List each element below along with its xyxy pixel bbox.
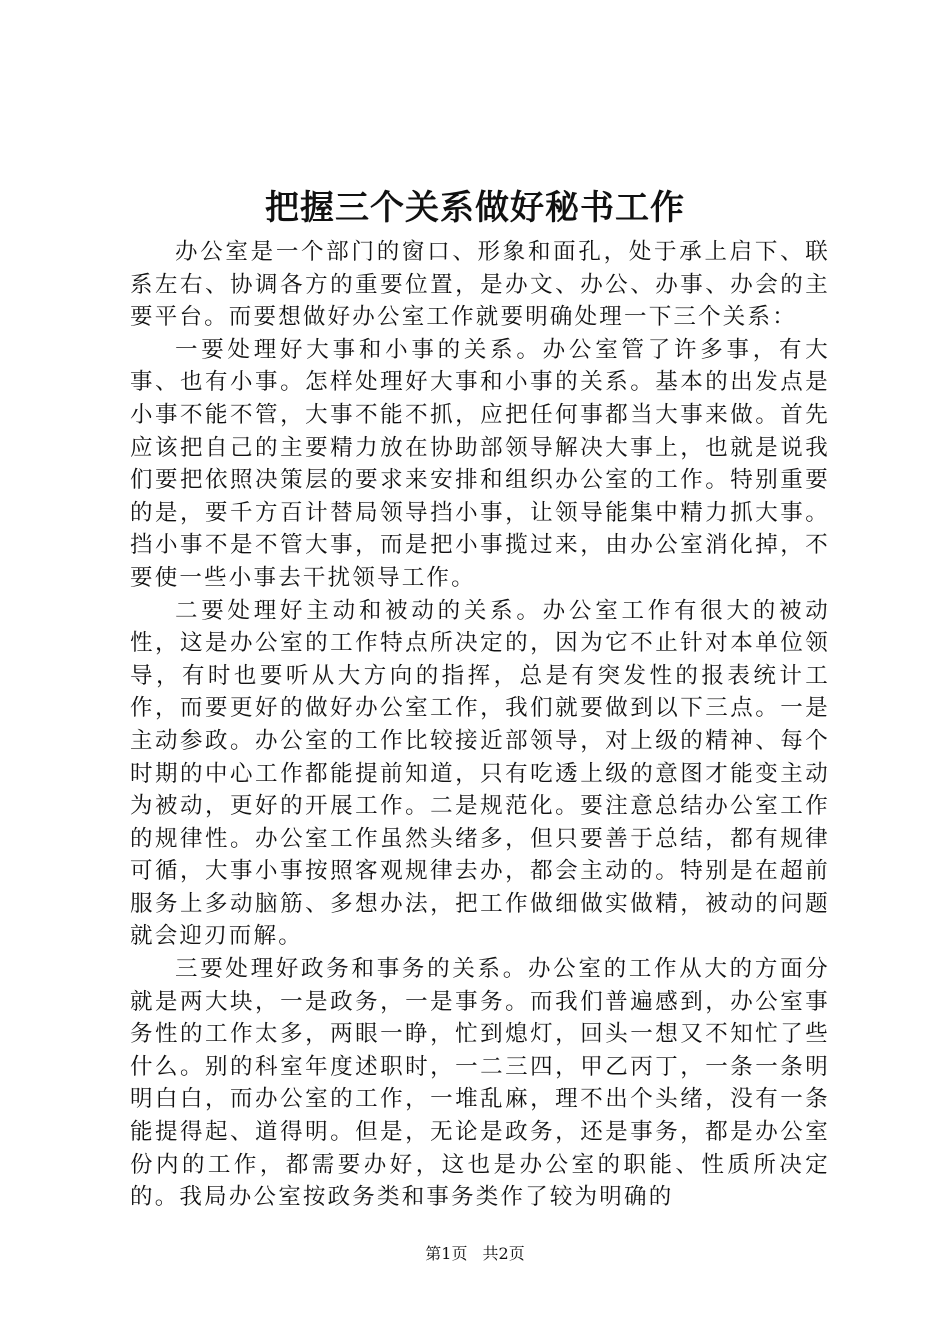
paragraph-big-small-matters: 一要处理好大事和小事的关系。办公室管了许多事，有大事、也有小事。怎样处理好大事和小事的关系。基本的出发点是小事不能不管，大事不能不抓，应把任何事都当大事来做。首先应该把自己的主要精力放在协助部领导解决大事上，也就是说我们要把依照决策层的要求来安排和组织办公室的工作。特别重要的是，要千方百计替局领导挡小事，让领导能集中精力抓大事。挡小事不是不管大事，而是把小事揽过来，由办公室消化掉，不要使一些小事去干扰领导工作。 <box>130 336 830 591</box>
document-title: 把握三个关系做好秘书工作 <box>265 188 685 228</box>
page-number: 第1页 <box>425 1244 468 1263</box>
paragraph-government-affairs: 三要处理好政务和事务的关系。办公室的工作从大的方面分就是两大块，一是政务，一是事务。而我们普遍感到，办公室事务性的工作太多，两眼一睁，忙到熄灯，回头一想又不知忙了些什么。别的科室年度述职时，一二三四，甲乙丙丁，一条一条明明白白，而办公室的工作，一堆乱麻，理不出个头绪，没有一条能提得起、道得明。但是，无论是政务，还是事务，都是办公室份内的工作，都需要办好，这也是办公室的职能、性质所决定的。我局办公室按政务类和事务类作了较为明确的 <box>130 956 830 1211</box>
page-total: 共2页 <box>482 1244 525 1263</box>
paragraph-active-passive: 二要处理好主动和被动的关系。办公室工作有很大的被动性，这是办公室的工作特点所决定的，因为它不止针对本单位领导，有时也要听从大方向的指挥，总是有突发性的报表统计工作，而要更好的做好办公室工作，我们就要做到以下三点。一是主动参政。办公室的工作比较接近部领导，对上级的精神、每个时期的中心工作都能提前知道，只有吃透上级的意图才能变主动为被动，更好的开展工作。二是规范化。要注意总结办公室工作的规律性。办公室工作虽然头绪多，但只要善于总结，都有规律可循，大事小事按照客观规律去办，都会主动的。特别是在超前服务上多动脑筋、多想办法，把工作做细做实做精，被动的问题就会迎刃而解。 <box>130 597 830 950</box>
page-footer <box>0 1242 950 1266</box>
document-body <box>130 236 830 1214</box>
paragraph-intro: 办公室是一个部门的窗口、形象和面孔，处于承上启下、联系左右、协调各方的重要位置，是办文、办公、办事、办会的主要平台。而要想做好办公室工作就要明确处理一下三个关系： <box>130 239 830 331</box>
